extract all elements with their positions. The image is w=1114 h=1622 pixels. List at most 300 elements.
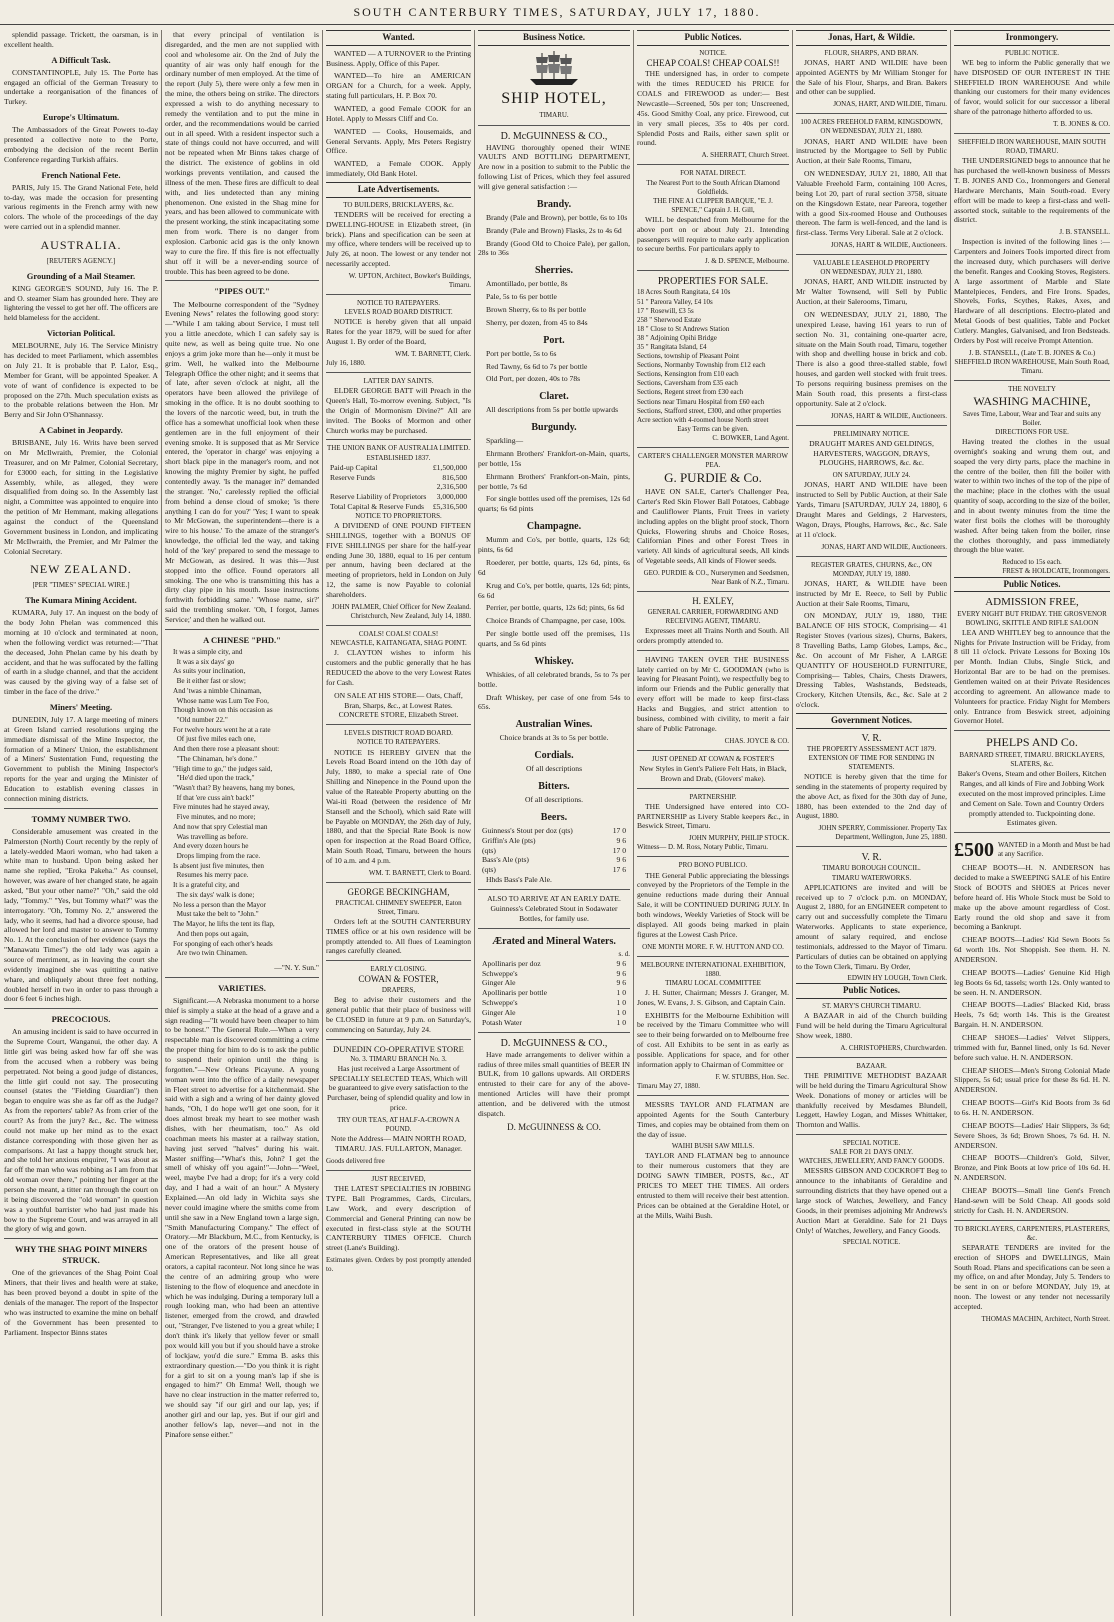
- ad-signature: T. B. JONES & CO.: [1053, 119, 1110, 128]
- ad-text: THE undersigned has, in order to compete with the times REDUCED his PRICE for COALS and FIREWOOD as under:— Best Newcastle—Screened, 50s per ton; Unscreened, 45s. Good Smithy Coal, any price. Firewood, cut in very small pieces, 35s to 40s per cord. Splendid Posts and Rails, either sawn split or round.: [637, 69, 789, 148]
- royal-cipher: V. R.: [861, 732, 882, 744]
- ad-signature: ONE MONTH MORE. F. W. HUTTON AND CO.: [642, 942, 784, 951]
- proprietor: D. McGUINNESS & CO.,: [500, 1037, 608, 1049]
- rule: [954, 1220, 1110, 1221]
- article-text: that every principal of ventilation is disregarded, and the men are not supplied with cool and wholesome air. On the 2nd of July the quantity of air was only half enough for the ordinary number of men employed. At the time of the report (July 5), there were only a few men in the mine, the others being on strike. The directors expressed a wish to do anything necessary to remedy the ventilation and to put the mine in order, and the recommendations would be carried out in all speed. With a resident inspector such a state of things could not have occurred, and will not be repeated when Mr Binns takes charge of the district. The existence of goblins in old workings prevents ventilation, and caused the illness of the men. These fires are difficult to deal with, and lies undetected than any mining phenomenon. One existed in the Shag mine for years, and has been allowed to communicate with the present working, the stink incapacitating some men from work. There is no danger from explosion. Carbonic acid gas is the only known way to cure the fire. If this fire is not effectually shut off it will be a never-ending source of trouble. This has been agreed to be done.: [165, 30, 319, 276]
- rule: [796, 1134, 947, 1135]
- rule: [954, 832, 1110, 833]
- ad-text: ELDER GEORGE BATT will Preach in the Queen's Hall, To-morrow evening. Subject, "Is the Origin of Mormonism Divine?" All are invited. The Books of Mormon and other Church works may be purchased.: [326, 386, 471, 435]
- ad-heading: THE PROPERTY ASSESSMENT ACT 1879.: [806, 744, 937, 753]
- ad-heading: PUBLIC NOTICE.: [1004, 48, 1060, 57]
- item-heading: Grounding of a Mail Steamer.: [26, 270, 136, 281]
- ad-text: THE LATEST SPECIALTIES IN JOBBING TYPE. Ball Programmes, Cards, Circulars, Law Work, and every description of Commercial and General Printing can now be executed in first-class style at the SOUTH CANTERBURY TIMES OFFICE. Church street (Lane's Building).: [326, 1184, 471, 1253]
- ad-text: Orders left at the SOUTH CANTERBURY TIMES office or at his own residence will be promptly attended to. All flues of Leamington ranges carefully cleaned.: [326, 916, 471, 956]
- beer-row: (qts) 17 6: [482, 865, 626, 875]
- price-line: Choice brands at 3s to 5s per bottle.: [499, 733, 609, 743]
- ad-text: LEA AND WHITLEY beg to announce that the Nights for Private Instruction will be Friday, from 8 till 11 o'clock. Private Lessons for Boxing 10s per Month. Indian Clubs, Single Stick, and Horizontal Bar are to be had on the premises. Gentlemen waited on at their Private Residences according to agreement. An allowance made to Volunteers for practice. Friday Night for Members only. Entrance from Beswick street, adjoining Governor Hotel.: [954, 627, 1110, 726]
- ad-subheading: ON WEDNESDAY, JULY 21, 1880.: [820, 127, 923, 136]
- ad-text: WE beg to inform the Public generally that we have DISPOSED OF OUR INTEREST IN THE SHEFFIELD IRON WAREHOUSE And while thanking our customers for their many evidences of favor, would solicit for our successor a liberal share of the patronage hitherto afforded to us.: [954, 57, 1110, 117]
- wanted-ad: WANTED, a Female COOK. Apply immediately, Old Bank Hotel.: [326, 159, 471, 179]
- price-line: Roederer, per bottle, quarts, 12s 6d, pints, 6s 6d: [478, 557, 630, 577]
- rule: [796, 113, 947, 114]
- rule: [165, 629, 319, 630]
- ad-text: EXHIBITS for the Melbourne Exhibition will be received by the Timaru Committee who will see to their being forwarded on to Melbourne free of cost. All Exhibits to be sent in as early as possible. Applications for space, and for other information apply to Chairman of Committee or: [637, 1010, 789, 1069]
- ad-subheading: PRACTICAL CHIMNEY SWEEPER, Eaton Street, Timaru.: [335, 898, 462, 916]
- item-text: PARIS, July 15. The Grand National Fete, held to-day, was made the occasion for presenting various regiments in the French army with new colors. The whole of the proceedings of the day were carried out in a splendid manner.: [4, 182, 158, 232]
- ad-signature: CHAS. JOYCE & CO.: [724, 736, 789, 745]
- bank-row: Total Capital & Reserve Funds £5,316,500: [330, 502, 467, 512]
- ad-subheading: ON SATURDAY, JULY 24.: [832, 471, 911, 480]
- price-line: Port per bottle, 5s to 6s: [486, 348, 557, 358]
- ad-text: JONAS, HART AND WILDIE have been instructed by the Mortgagee to Sell by Public Auction, at their Sale Rooms, Timaru,: [796, 136, 947, 166]
- property-line: Sections, Regent street from £30 each: [637, 388, 744, 397]
- item-text: MELBOURNE, July 16. The Service Ministry has decided to meet Parliament, which assembles on July 21. It is probable that P. Lalor, Esq., Member for Grant, will be appointed Speaker. A vote of want of confidence is expected to be proposed on the 27th. Much speculation exists as to the probable relations between the Hon. Mr Berry and Sir John O'Shannassy.: [4, 341, 158, 420]
- ad-text: THE UNDERSIGNED begs to announce that he has purchased the well-known business of Messrs T. B. JONES AND Co., Ironmongers and General Hardware Merchants, Main South-road. Every effort will be made to keep a first-class and well-assorted stock, suitable to the requirements of the district.: [954, 156, 1110, 225]
- ad-text: TAYLOR AND FLATMAN beg to announce to their numerous customers that they are DOING SAWN TIMBER, POSTS, &c., AT PRICES TO MEET THE TIMES. All orders entrusted to them will receive their best attention. Prices can be obtained at the Geraldine Hotel, or at the Mills, Waihi Bush.: [637, 1151, 789, 1220]
- rule: [796, 846, 947, 847]
- property-line: 51 " Pareora Valley, £4 10s: [637, 297, 713, 306]
- rule: [326, 625, 471, 626]
- big-price-ad: [954, 837, 1110, 863]
- ad-signature: EDWIN HY LOUGH, Town Clerk.: [847, 974, 947, 983]
- ad-subheading: The Nearest Port to the South African Diamond Goldfields.: [646, 178, 780, 196]
- beer-row: Griffin's Ale (pts) 9 6: [482, 835, 626, 845]
- ad-text: JONAS, HART, & WILDIE have been instructed by Mr E. Reece, to Sell by Public Auction at their Sale Rooms, Timaru,: [796, 578, 947, 608]
- property-line: 18 Acres South Rangitata, £4 10s: [637, 288, 731, 297]
- ad-heading: WASHING MACHINE,: [973, 394, 1091, 409]
- rule: [326, 1039, 471, 1040]
- ad-text: J. H. Sutter, Chairman; Messrs J. Granger, M. Jones, W. Evans, J. S. Gibson, and Captain Cain.: [637, 987, 789, 1007]
- price-unit: s. d.: [618, 949, 630, 958]
- ad-signature: WM. T. BARNETT, Clerk to Board.: [368, 868, 471, 877]
- ad-subheading: NOTICE TO RATEPAYERS.: [356, 738, 441, 747]
- boot-ad: CHEAP SHOES—Men's Strong Colonial Made Slippers, 5s 6d; usual price for these 8s 6d. H. N. ANDERSON.: [954, 1065, 1110, 1095]
- bank-row: Paid-up Capital £1,500,000: [330, 462, 467, 472]
- ship-icon: [526, 49, 582, 87]
- rule: [165, 280, 319, 281]
- rule: [796, 254, 947, 255]
- ad-heading: VALUABLE LEASEHOLD PROPERTY: [813, 259, 930, 268]
- ad-text: THE PRIMITIVE METHODIST BAZAAR will be held during the Timaru Agricultural Show Week. Donations of money or articles will be thankfully received by Mesdames Blundell, Leggett, Hawley Logan, and Misses Whittaker, Thornton and Wallis.: [796, 1071, 947, 1130]
- masthead: SOUTH CANTERBURY TIMES, SATURDAY, JULY 17, 1880.: [0, 0, 1114, 25]
- rule: [954, 380, 1110, 381]
- item-heading: A Cabinet in Jeopardy.: [39, 425, 123, 436]
- rule: [326, 724, 471, 725]
- ad-signature: JONAS, HART & WILDIE, Auctioneers.: [830, 411, 947, 420]
- ad-heading: NOTICE.: [699, 48, 727, 57]
- section-bar: Ironmongery.: [954, 30, 1110, 46]
- rule: [637, 788, 789, 789]
- ad-text: ON WEDNESDAY, JULY 21, 1880, The unexpired Lease, having 161 years to run of section No. 31, containing one-quarter acre, situate on the Main South road, Timaru, together with shop and dwelling house in brick and cob. There is also a good three-stalled stable, fowl houses, and garden well stocked with fruit trees. To persons requiring business premises on the Main South road, this presents a first-class opportunity. Sale at 2 o'clock.: [796, 309, 947, 408]
- ad-signature: JOHN PALMER, Chief Officer for New Zealand. Christchurch, New Zealand, July 14, 1880.: [331, 602, 471, 621]
- property-line: Sections near Timaru Hospital from £60 each: [637, 397, 765, 406]
- ad-subheading: ON WEDNESDAY, JULY 21, 1880.: [820, 268, 923, 277]
- ad-text: ON WEDNESDAY, JULY 21, 1880, All that Valuable Freehold Farm, containing 100 Acres, being Lot 20, part of rural section 3758, situate on the Kingsdown Estate, near Pareora, together with a good Six-roomed House and Outhouses thereon. The farm is well-fenced, and the land is first-class. Terms Very Liberal. Sale at 2 o'clock.: [796, 169, 947, 238]
- ad-signature: THOMAS MACHIN, Architect, North Street.: [981, 1314, 1110, 1323]
- ad-heading: EARLY CLOSING.: [370, 965, 427, 974]
- ad-heading: LATTER DAY SAINTS.: [363, 377, 434, 386]
- ad-text: THE General Public appreciating the blessings conveyed by the Proprietors of the Temple in the genuine reductions made during their Annual Sale, it will be CONTINUED DURING JULY. In both windows, Weekly Varieties of Stock will be displayed. All goods being marked in plain figures at the Lowest Cash Price.: [637, 870, 789, 939]
- ad-text: Beg to advise their customers and the general public that their place of business will be CLOSED in future at 9 p.m. on Saturday's, commencing on Saturday, July 24.: [326, 995, 471, 1034]
- price-line: Draft Whiskey, per case of one from 54s to 65s.: [478, 692, 630, 712]
- ad-signature: J. B. STANSELL.: [1059, 228, 1110, 237]
- price-line: Brandy (Good Old to Choice Pale), per gallon, 28s to 36s: [478, 238, 630, 258]
- ad-text: DRAUGHT MARES AND GELDINGS, HARVESTERS, WAGGON, DRAYS, PLOUGHS, HARROWS, &c. &c.: [809, 438, 934, 468]
- ad-heading: DIRECTIONS FOR USE.: [995, 427, 1069, 436]
- ad-heading: THE UNION BANK OF AUSTRALIA LIMITED.: [326, 444, 471, 453]
- ad-text: ON MONDAY, JULY 19, 1880, THE BALANCE OF HIS STOCK, Comprising— 41 Register Stoves (various sizes), Churns, Bakers, 8 Travelling Baths, Lamp Globes, Lamps, &c., &c. On account of Mr Fisher, A LARGE QUANTITY OF HOUSEHOLD FURNITURE, Comprising— Tables, Chairs, Chests Drawers, Dressing Tables, Washstands, Bedsteads, Crockery, Kitchen Utensils, &c., &c. Sale at 2 o'clock.: [796, 611, 947, 710]
- price-line: Brandy (Pale and Brown) Flasks, 2s to 4s 6d: [486, 225, 622, 235]
- column-divider: [474, 30, 475, 1616]
- ad-subheading: TIMARU LOCAL COMMITTEE: [665, 978, 761, 987]
- section-bar: Jonas, Hart, & Wildie.: [796, 30, 947, 46]
- ad-heading: FLOUR, SHARPS, AND BRAN.: [824, 48, 919, 57]
- proprietor: D. McGUINNESS & CO.,: [500, 130, 608, 142]
- ad-date: July 16, 1880.: [326, 358, 366, 367]
- ad-heading: NOTICE TO PROPRIETORS.: [355, 511, 442, 520]
- item-text: The Ambassadors of the Great Powers to-day presented a collective note to the Porte, embodying the decision of the recent Berlin Conference regarding Turkish affairs.: [4, 125, 158, 164]
- wanted-ad: WANTED—To hire an AMERICAN ORGAN for a Church, for a week. Apply, stating full particulars, H. P. Box 70.: [326, 71, 471, 101]
- section-subtitle: [REUTER'S AGENCY.]: [46, 256, 116, 265]
- price-line: All descriptions from 5s per bottle upwards: [486, 405, 619, 415]
- price-line: Brandy (Pale and Brown), per bottle, 6s to 10s: [486, 212, 628, 222]
- property-line: 258 " Sherwood Estate: [637, 315, 702, 324]
- ad-date: Timaru May 27, 1880.: [637, 1081, 700, 1090]
- ad-signature: JOHN MURPHY, PHILIP STOCK.: [688, 834, 789, 843]
- ad-text: MESSRS GIBSON AND COCKROFT Beg to announce to the inhabitants of Geraldine and surrounding districts that they have opened out a large stock of Watches, Jewellery, and Fancy Goods, in their premises adjoining Mr Andrews's Auction Mart at Geraldine. Sale for 21 Days Only! of Watches, Jewellery, and Fancy Goods.: [796, 1166, 947, 1235]
- ad-text: APPLICATIONS are invited and will be received up to 7 o'clock p.m. on MONDAY, August 2, 1880, for an ENGINEER competent to carry out and successfully complete the Timaru Waterworks. Applicants to state experience, amount of salary required, and enclose testimonials, addressed to the Mayor of Timaru. Particulars of duties can be obtained on applying to the Town Clerk, Timaru. By Order,: [796, 882, 947, 971]
- boot-ad: CHEAP BOOTS—Ladies' Blacked Kid, brass Heels, 7s 6d; worth 14s. This is the Greatest Bargain. H. N. ANDERSON.: [954, 1000, 1110, 1030]
- water-row: Apollinaris per doz 9 6: [482, 958, 626, 968]
- article-heading: WHY THE SHAG POINT MINERS STRUCK.: [14, 1244, 148, 1266]
- price-line: Krug and Co's, per bottle, quarts, 12s 6d; pints, 6s 6d: [478, 580, 630, 600]
- ad-signature: JONAS, HART, AND WILDIE, Timaru.: [833, 100, 947, 109]
- price-line: Ehrmann Brothers' Frankfort-on-Main, quarts, per bottle, 15s: [478, 449, 630, 468]
- ad-text: MESSRS TAYLOR AND FLATMAN are appointed Agents for the South Canterbury Times, and copies may be obtained from them on the day of issue.: [637, 1099, 789, 1139]
- column-divider: [792, 30, 793, 1616]
- ad-heading: COALS! COALS! COALS!: [358, 630, 439, 639]
- rule: [326, 294, 471, 295]
- article-heading: VARIETIES.: [218, 982, 266, 993]
- price-category: Sherries.: [534, 265, 574, 277]
- ad-text: HAVE ON SALE, Carter's Challenger Pea, Carter's Red Skin Flower Ball Potatoes, Cabbage and Cauliflower Plants, Fruit Trees in variety including apples on the blight proof stock, Thorn Quicks, Flowering shrubs and Choice Roses, Californian Pines and other Forest Trees in variety. All kinds of agricultural seeds, All kinds of Vegetable seeds, All kinds of Flower seeds.: [637, 487, 789, 566]
- section-bar: Public Notices.: [637, 30, 789, 46]
- section-bar: Wanted.: [326, 30, 471, 46]
- price-category: Beers.: [540, 811, 568, 823]
- ad-subheading: SALE FOR 21 DAYS ONLY.: [829, 1148, 914, 1157]
- price-line: Mumm and Co's, per bottle, quarts, 12s 6d; pints, 6s 6d: [478, 535, 630, 555]
- section-bar: Business Notice.: [478, 30, 630, 46]
- price-category: Bitters.: [538, 780, 570, 792]
- rule: [478, 889, 630, 890]
- ad-signature: D. McGUINNESS & CO.: [507, 1121, 601, 1132]
- ad-text: TENDERS will be received for erecting a DWELLING-HOUSE in Elizabeth street, (in brick). Plans and specification can be seen at my office, where tenders will be received up to July 26, at noon. The lowest or any tender not necessarily accepted.: [326, 209, 471, 269]
- column-4: [478, 30, 630, 1616]
- article-text: Significant.—A Nebraska monument to a horse thief is simply a stake at the head of a grave and a sign reading—"It would have been cheaper to him to be honest." The General Rule.—When a very respectable man is discovered committing a crime the proper thing for him to do is to ask the public to suspend their opinion until the thing is forgotten."—New Orleans Picayune. A young woman went into the office of a daily newspaper in Fleet street to advertise for a kitchenmaid. She said with a sigh and a wring of her dainty gloved hands, "Oh, I do hope we'll get one soon, for it does almost break my heart to see mother wash dishes, with her rheumatism, too." As old coachman meets his master at a railway station, having just served "halves" during his wait. Master sniffing—"What's this, John? I get the smell of whisky off you again!"—John—"Weel, weel, maybe I've had a drop; for it's a very cold day, and I had a wait of an hour." A Mystery Explained.—An old lady in Wichita says she never could imagine where the smiths come from until she saw in a New England town a large sign, "Smith Manufacturing Company." The effect of Oratory.—Mr Blackburn, M.C., from Kentucky, is one of the orators of the present house of American Representatives, and like all great orators, a capital raconteur. Not long since he was the centre of an admiring group who were listening to the flow of eloquence and anecdote in which he was indulging. During a temporary lull a rough looking man, who had been an attentive listener, emerged from the crowd, and drawled out, "Stranger, I've listened to you a great while; I don't think it's likely that yellow fever or small pox would kill you but if you should have a stroke of lockjaw, you'd die sure." Emma B. asks this extraordinary question.—"Do you think it is right for a girl to sit on a young man's lap if she is engaged to him?" Oh Emma! Well, though we have no clear instruction in the matter referred to, we should say "if our girl and our lap, yes; if another girl and our lap, yes. But if our girl and another fellow's lap, never—and not in the Pinafore sense either.": [165, 995, 319, 1439]
- rule: [326, 1170, 471, 1171]
- ad-text: A DIVIDEND of ONE POUND FIFTEEN SHILLINGS, together with a BONUS OF FIVE SHILLINGS per share for the half-year ending June 30, 1880, equal to 16 per centum per annum, having been declared at the meeting of proprietors, held in London on July 12, the same is now Payable to colonial shareholders.: [326, 521, 471, 600]
- price-category: Whiskey.: [534, 655, 574, 667]
- ad-heading: COWAN & FOSTER,: [358, 974, 439, 985]
- boot-ad: CHEAP BOOTS—Small line Gent's French Hand-sewn will be Sold Cheap. All goods sold strictly for Cash. H. N. ANDERSON.: [954, 1186, 1110, 1215]
- column-1: [4, 30, 158, 1616]
- boot-ad: CHEAP BOOTS—Children's Gold, Silver, Bronze, and Pink Boots at low price of 10s 6d. H. N. ANDERSON.: [954, 1153, 1110, 1183]
- ad-text: JONAS, HART AND WILDIE have been appointed AGENTS by Mr William Stonger for the Sale of his Flour, Sharps, and Bran. Bakers and other can be supplied.: [796, 57, 947, 97]
- price-category: Claret.: [539, 391, 569, 403]
- item-heading: The Kumara Mining Accident.: [25, 595, 137, 606]
- rule: [478, 125, 630, 126]
- ad-heading: H. EXLEY,: [692, 596, 734, 607]
- item-text: BRISBANE, July 16. Writs have been served on Mr McIlwraith, Premier, the Colonial Treasurer, and on Mr Palmer, Colonial Secretary, for £3000 each, for sitting in the Legislative Assembly, while, as alleged, they were disqualified from doing so. In the Assembly last night, a Committee was appointed to enquire into the petition of Mr Hemmant, making allegations against the conduct of the Queensland Government business in London, and implicating Mr McIlwraith, the Premier, and Mr Palmer the Colonial Secretary.: [4, 438, 158, 556]
- property-line: 35 " Rangitata Island, £4: [637, 343, 707, 351]
- ad-subheading: EVERY NIGHT BUT FRIDAY. THE GROSVENOR BOWLING, SKITTLE AND RIFLE SALOON: [957, 609, 1107, 627]
- rule: [326, 439, 471, 440]
- ad-heading: THE NOVELTY: [1008, 385, 1056, 394]
- boot-ad: CHEAP BOOTS—Girl's Kid Boots from 3s 6d to 6s. H. N. ANDERSON.: [954, 1098, 1110, 1117]
- ad-subheading: DRAPERS,: [381, 986, 416, 994]
- ad-heading: BAZAAR.: [856, 1061, 887, 1070]
- price-line: Perrier, per bottle, quarts, 12s 6d; pints, 6s 6d: [486, 603, 625, 613]
- water-row: Apollinaris per bottle 1 0: [482, 988, 626, 998]
- ad-text: NOTICE is hereby given that the time for sending in the statements of property required by the above Act, as fixed for the 30th day of June, 1880, has been extended to the 2nd day of August, 1880.: [796, 771, 947, 821]
- rule: [796, 425, 947, 426]
- ad-heading: PHELPS AND Co.: [986, 735, 1078, 750]
- beer-row: Bass's Ale (pts) 9 6: [482, 855, 626, 865]
- ad-heading: NOTICE TO RATEPAYERS.: [356, 299, 441, 308]
- column-divider: [950, 30, 951, 1616]
- water-row: Ginger Ale 9 6: [482, 978, 626, 988]
- property-line: Sections, Normanby Township from £12 each: [637, 361, 766, 370]
- ad-text: Inspection is invited of the following lines :— Carpenters and Joiners Tools imported direct from the increased duty, which purchasers will derive the benefit. Ranges and Cooking Stoves, Registers. A large assortment of Marble and Slate Mantelpieces, Fenders, and Fire Irons. Spades, Shovels, Forks, Scythes, Rakes, Axes, and Hardware of all descriptions. Electro-plated and Metal Goods of best qualities, Table and Pocket Cutlery. Mangles, Galvanised, and Iron Bedsteads. Orders by Post will receive Prompt Attention.: [954, 237, 1110, 345]
- ad-subheading: TIMARU WATERWORKS.: [831, 873, 912, 882]
- ad-heading: GEORGE BECKINGHAM,: [347, 886, 450, 897]
- rule: [478, 1032, 630, 1033]
- price-line: Sherry, per dozen, from 45 to 84s: [486, 317, 588, 327]
- ad-heading: G. PURDIE & Co.: [664, 470, 762, 486]
- ad-signature: FREST & HOLDCATE, Ironmongers.: [1002, 567, 1110, 576]
- price-line: Hhds Bass's Pale Ale.: [486, 875, 552, 885]
- ad-footnote: Goods delivered free: [326, 1156, 385, 1165]
- ad-subheading: BARNARD STREET, TIMARU. BRICKLAYERS, SLATERS, &c.: [959, 750, 1105, 768]
- price-category: Ærated and Mineral Waters.: [492, 935, 616, 947]
- ad-heading: MELBOURNE INTERNATIONAL EXHIBITION, 1880.: [640, 960, 786, 978]
- ad-heading: PARTNERSHIP.: [689, 792, 737, 801]
- item-text: CONSTANTINOPLE, July 15. The Porte has engaged an official of the German Treasury to undertake a reorganisation of the finances of Turkey.: [4, 67, 158, 107]
- price-line: Amontillado, per bottle, 8s: [486, 279, 568, 289]
- ad-text: A BAZAAR in aid of the Church building Fund will be held during the Timaru Agricultural Show week, 1880.: [796, 1011, 947, 1040]
- article-text: Considerable amusement was created in the Palmerston (North) Court recently by the reply of a lately-wedded Maori woman, who had taken a white man to husband. Upon being asked her name she replied, "Eroka Pakeha." As counsel, however, was aware of her changed state, he again asked, "But your other name?" "Oh," said the old lady, "Tommy." "Yes, but Tommy what?" was the interrogatory. "Oh, Tommy No. 2," answered the lady, who it seems, had had a divorce spouse, had allowed her lord and master to answer to Tommy No. 1. At the conclusion of her evidence (says the "Manawatu Times") the old lady was again a source of merriment, as in leaving the court she evidently imagined she was quitting a native whare, and obliquely about three feet nothing, doubled herself in two in order to pass through a door 6 feet 6 inches high.: [4, 826, 158, 1004]
- ad-text: Note the Address— MAIN NORTH ROAD, TIMARU. JAS. FULLARTON, Manager.: [331, 1134, 466, 1154]
- ad-heading: TO BUILDERS, BRICKLAYERS, &c.: [343, 200, 454, 209]
- property-line: Acre section with 4-roomed house North street: [637, 415, 769, 424]
- section-title: NEW ZEALAND.: [30, 562, 132, 577]
- ad-signature: J. & D. SPENCE, Melbourne.: [705, 257, 789, 266]
- price-line: Ehrmann Brothers' Frankfort-on-Main, pints, per bottle, 7s 6d: [478, 471, 630, 491]
- ad-footnote: SPECIAL NOTICE.: [842, 1238, 901, 1247]
- ad-witness: Witness— D. M. Ross, Notary Public, Timaru.: [637, 843, 768, 852]
- article-text: One of the grievances of the Shag Point Coal Miners, that their lives and health were at stake, has been proved beyond a doubt in spite of the denials of the manager. The report of the Inspector who was instructed to examine the mine on behalf of the Government has been presented to Parliament. Inspector Binns states: [4, 1268, 158, 1337]
- price-line: Brown Sherry, 6s to 8s per bottle: [486, 305, 587, 315]
- rule: [954, 730, 1110, 731]
- ad-text: Baker's Ovens, Steam and other Boilers, Kitchen Ranges, and all kinds of Fire and Jobbing Work executed on the most improved principles. Lime and Cement on Sale. Town and Country Orders promptly attended to. Tuckpointing done. Estimates given.: [957, 769, 1107, 828]
- rule: [637, 650, 789, 651]
- price-line: Pale, 5s to 6s per bottle: [486, 292, 557, 302]
- ad-text: Have made arrangements to deliver within a radius of three miles small quantities of BEER IN BULK, from 10 gallons upwards. All ORDERS entrusted to their care for any of the above-mentioned Articles will have their prompt attention, and be delivered with the utmost dispatch.: [478, 1049, 630, 1118]
- wanted-ad: WANTED — Cooks, Housemaids, and General Servants. Apply, Mrs Peters Registry Office.: [326, 126, 471, 156]
- ad-text: JONAS, HART, AND WILDIE instructed by Mr Walter Townsend, will Sell by Public Auction, at their Salerooms, Timaru,: [796, 277, 947, 307]
- wanted-ad: WANTED, a good Female COOK for an Hotel. Apply to Messrs Cliff and Co.: [326, 103, 471, 123]
- ad-subheading: TRY OUR TEAS, AT HALF-A-CROWN A POUND.: [337, 1115, 460, 1134]
- boot-ad: CHEAP BOOTS—Ladies' Hair Slippers, 3s 6d; Severe Shoes, 3s 6d; Brown Shoes, 7s 6d. H. N. ANDERSON.: [954, 1120, 1110, 1150]
- property-line: 17 " Rosewill, £3 5s: [637, 306, 694, 315]
- ad-heading: CARTER'S CHALLENGER MONSTER MARROW PEA.: [638, 452, 788, 470]
- ad-heading: 100 ACRES FREEHOLD FARM, KINGSDOWN,: [800, 118, 943, 127]
- boot-ad: CHEAP BOOTS—H. N. ANDERSON has decided to make a SWEEPING SALE of his Entire Stock of BOOTS and SHOES at Prices never before heard of. His Whole Stock must be Sold to make up the above amount regardless of Cost. Early round the old shop and save it from becoming a Bankrupt.: [954, 863, 1110, 932]
- rule: [637, 447, 789, 448]
- water-row: Ginger Ale 1 0: [482, 1007, 626, 1017]
- ad-text: NOTICE IS HEREBY GIVEN that the Levels Road Board intend on the 10th day of July, 1880, to make a special rate of One Shilling and Ninepence in the Pound upon the value of the Rateable Property abutting on the Wai-iti Road (between the residence of Mr Stansell and the School), which said Rate will be Payable on MONDAY, the 26th day of July, 1880, and that the Special Rate Book is now open for inspection at the Road Board Office, Main South Road, Timaru, between the hours of 10 a.m. and 4 p.m.: [326, 747, 471, 865]
- ad-heading: LEVELS ROAD BOARD DISTRICT.: [344, 308, 453, 317]
- ad-heading: ADMISSION FREE,: [985, 596, 1079, 609]
- ad-heading: WAIHI BUSH SAW MILLS.: [671, 1142, 755, 1151]
- rule: [637, 270, 789, 271]
- boot-ad: CHEAP SHOES—Ladies' Velvet Slippers, trimmed with fur, Bannel lined, only 1s 6d. Never before such value. H. N. ANDERSON.: [954, 1032, 1110, 1062]
- property-line: Sections, Kensington from £10 each: [637, 370, 739, 379]
- ad-heading: FOR NATAL DIRECT.: [680, 169, 746, 178]
- ad-note: Reduced to 15s each.: [1002, 558, 1062, 567]
- ad-signature: W. UPTON, Architect, Bowker's Buildings, Timaru.: [348, 271, 471, 290]
- column-divider: [161, 30, 162, 1616]
- column-divider: [322, 30, 323, 1616]
- property-line: Sections, Caversham from £35 each: [637, 379, 738, 388]
- price-category: Port.: [543, 334, 565, 346]
- price-category: Champagne.: [526, 521, 582, 533]
- ad-subheading: NEWCASTLE, KAITANGATA, SHAG POINT.: [330, 639, 467, 648]
- price-line: Choice Brands of Champagne, per case, 100s.: [486, 616, 626, 626]
- rule: [637, 591, 789, 592]
- article-heading: TOMMY NUMBER TWO.: [31, 813, 131, 824]
- wanted-ad: WANTED — A TURNOVER to the Printing Business. Apply, Office of this Paper.: [326, 48, 471, 68]
- price-line: For single bottles used off the premises, 12s 6d quarts; 6s 6d pints: [478, 494, 630, 514]
- ad-text: ON SALE AT HIS STORE— Oats, Chaff, Bran, Sharps, &c., at Lowest Rates. CONCRETE STORE, Elizabeth Street.: [334, 690, 463, 720]
- ad-text: JONAS, HART AND WILDIE have been instructed to Sell by Public Auction, at their Sale Yards, Timaru [SATURDAY, JULY 24, 1880], 6 Draught Mares and Geldings, 2 Harvesters, Wagon, Drays, Ploughs, Harrows, &c., &c. Sale at 11 o'clock.: [796, 480, 947, 539]
- column-5: [637, 30, 789, 1616]
- hotel-location: TIMARU.: [539, 111, 569, 120]
- property-line: 18 " Close to St Andrews Station: [637, 324, 730, 333]
- price-category: Australian Wines.: [515, 719, 593, 731]
- rule: [4, 808, 158, 809]
- item-heading: Miners' Meeting.: [49, 701, 113, 712]
- ad-text: THE Undersigned have entered into CO-PARTNERSHIP as Livery Stable keepers &c., in Beswick Street, Timaru.: [637, 801, 789, 831]
- ad-footnote: Estimates given. Orders by post promptly attended to.: [326, 1256, 471, 1274]
- rule: [796, 556, 947, 557]
- ad-text: WANTED in a Month and Must be had at any Sacrifice.: [998, 841, 1110, 859]
- article-heading: PRECOCIOUS.: [51, 1014, 111, 1025]
- poem-source: —"N. Y. Sun.": [274, 962, 319, 972]
- section-bar: Public Notices.: [954, 577, 1110, 593]
- ad-signature: C. BOWKER, Land Agent.: [712, 433, 789, 442]
- ad-signature: J. B. STANSELL, (Late T. B. JONES & Co.) SHEFFIELD IRON WAREHOUSE, Main South Road, Timaru.: [954, 348, 1110, 375]
- property-line: Sections, Stafford street, £300, and other properties: [637, 406, 781, 415]
- property-line: Sections, township of Pleasant Point: [637, 352, 740, 361]
- rule: [796, 1057, 947, 1058]
- royal-cipher: V. R.: [861, 852, 882, 864]
- rule: [637, 1095, 789, 1096]
- ad-text: J. CLAYTON wishes to inform his customers and the public generally that he has REDUCED the above to the very Lowest Rates for Cash.: [326, 648, 471, 687]
- boot-ad: CHEAP BOOTS—Ladies' Genuine Kid High leg Boots 6s 6d, tassels; worth 12s. Only wanted to be seen. H. N. ANDERSON.: [954, 967, 1110, 997]
- item-text: KING GEORGE'S SOUND, July 16. The P. and O. steamer Siam has grounded here. They are lightering the vessel to get her off. The officers are held blameless for the accident.: [4, 283, 158, 323]
- water-row: Schweppe's 9 6: [482, 968, 626, 978]
- ad-text: HAVING TAKEN OVER THE BUSINESS lately carried on by Mr C. GOODMAN (who is leaving for Pleasant Point), we respectfully beg to inform our Friends and the Public generally that every effort will be made to keep first-class Hacks and Buggies, and strict attention to business, combined with civility, to merit a fair share of Public Patronage.: [637, 654, 789, 733]
- ad-note: Easy Terms can be given.: [677, 424, 749, 433]
- rule: [637, 956, 789, 957]
- ad-text: HAVING thoroughly opened their WINE VAULTS AND BOTTLING DEPARTMENT, Are now in a position to submit to the Public the following List of Prices, which they feel assured will give general satisfaction :—: [478, 142, 630, 192]
- rule: [326, 372, 471, 373]
- price-line: Sparkling—: [486, 436, 524, 446]
- water-row: Potash Water 1 0: [482, 1017, 626, 1027]
- ad-text: ALSO TO ARRIVE AT AN EARLY DATE. Guinness's Celebrated Stout in Sodawater Bottles, for family use.: [487, 893, 621, 923]
- rule: [326, 882, 471, 883]
- ad-signature: JONAS, HART AND WILDIE, Auctioneers.: [821, 542, 947, 551]
- ad-signature: F. W. STUBBS, Hon. Sec.: [715, 1072, 789, 1081]
- price-line: Old Port, per dozen, 40s to 78s: [486, 374, 581, 384]
- price-category: Burgundy.: [531, 422, 577, 434]
- property-line: 38 " Adjoining Opihi Bridge: [637, 333, 717, 342]
- section-bar: Government Notices.: [796, 713, 947, 729]
- bank-row: 2,316,500: [436, 482, 467, 492]
- article-text: The Melbourne correspondent of the "Sydney Evening News" relates the following good story:—"While I am taking about Service, I must tell you a little anecdote, which I can safely say is quite new, as well as being quite true. No one enjoys a grim joke more than he—only it must be grim. Well, he walked into the Melbourne Telegraph Office the other night; and it seems that of late, after seven o'clock at night, all the operators have been allowed the privilege of smoking in the office. It is no doubt soothing to the lovers of the narcotic weed, but, in truth the office has a somewhat unofficial look when these gentlemen are in the full enjoyment of their evening smoke. It is supposed that as Mr Service entered, the 'operator in charge' was enjoying a short black pipe in the manager's room, and not knowing the mighty Premier by sight, he puffed contentedly away. 'Is the manager in?' demanded the stranger. 'No,' carelessly replied the official from behind a dense cloud of smoke; 'is there anything I can do for you?' 'Yes; I want to speak to Mr McGowan, the superintendent—there is a wire to his house.' To the amaze of the stranger's knowledge, the official led the way, and taking hold of the 'key' prepared to send the message to Mr McGowan, as desired. It was this—'Just stopped into the office. Found operators all smoking. The one who is transmitting this has a dirty clay pipe in his mouth. Issue instructions forthwith forbidding same.' 'Whose name, sir?' said the trembling smoker. 'Oh, I forgot, James Service;' and then he walked out.: [165, 299, 319, 625]
- beer-row: (qts) 17 0: [482, 845, 626, 855]
- section-subtitle: [PER "TIMES" SPECIAL WIRE.]: [32, 581, 130, 590]
- ad-text: Having treated the clothes in the usual overnight's soaking and wrung them out, and soaped the very dirty parts, place the machine in the centre of the boiler, then fill the boiler with water to within two inches of the top of the pipe of the machine; place in the clothes with the usual quantity of soap, according to the size of the boiler, and in about twenty minutes from the time the water first boils the clothes will be thoroughly washed. After being taken from the boiler, rinse the clothes thoroughly, and pass immediately through the blue water.: [954, 437, 1110, 555]
- ad-signature: A. CHRISTOPHERS, Churchwarden.: [840, 1043, 947, 1052]
- ad-heading: CHEAP COALS! CHEAP COALS!!: [646, 57, 780, 68]
- rule: [4, 1238, 158, 1239]
- column-2: [165, 30, 319, 1616]
- bank-row: Reserve Liability of Proprietors 3,000,000: [330, 492, 467, 502]
- item-text: KUMARA, July 17. An inquest on the body of the body John Phelan was commenced this morning at 10 o'clock and terminated at noon, when the following verdict was returned:—"That the deceased, John Phelan came by his death by accident, and that he was suffocated by the falling of earth in a sludge channel, and that the accident was caused by the giving way of a false set of timber in the face of the drive.": [4, 608, 158, 697]
- ad-heading: JUST OPENED AT COWAN & FOSTER'S: [651, 754, 775, 763]
- ad-signature: GEO. PURDIE & CO., Nurserymen and Seedsmen, Near Bank of N.Z., Timaru.: [643, 568, 789, 587]
- article-heading: "PIPES OUT.": [214, 286, 270, 297]
- bank-row: Reserve Funds 816,500: [330, 472, 467, 482]
- ad-signature: JONAS, HART & WILDIE, Auctioneers.: [830, 241, 947, 250]
- rule: [637, 750, 789, 751]
- intro-text: splendid passage. Trickett, the oarsman, is in excellent health.: [4, 30, 158, 49]
- ad-text: WILL be despatched from Melbourne for the above port on or about July 21. Intending passengers will require to make early application to secure berths. For particulars apply to: [637, 214, 789, 254]
- price-line: Per single bottle used off the premises, 11s quarts, and 5s 6d pints: [478, 629, 630, 648]
- rule: [637, 856, 789, 857]
- article-text: An amusing incident is said to have occurred in the Supreme Court, Wanganui, the other day. A little girl was being asked how far off she was from the accused when a robbery was being perpetrated. Not being a good judge of distances, the little girl could not say. The prosecuting counsel (states the "Fielding Guardian") then began to enquire was she as far off as the Judge? As from the reporters' table? As from crier of the court? As from the jury? &c., &c. The witness could not make up her mind as to the exact distance corresponding with those given her as comparisons. At last a happy thought struck her, and she told her anxious enquirer, "I was about as far off the man who was robbing as I am from that old woman over there," pointing her finger at the person she meant, a titter ran through the court on it being discovered the "old woman" in question was a youthful barrister who had just made his bow to the Supreme Court, and was arrayed in all the glory of wig and gown.: [4, 1027, 158, 1234]
- section-title: AUSTRALIA.: [40, 238, 122, 253]
- ad-subheading: WATCHES, JEWELLERY, AND FANCY GOODS.: [798, 1157, 945, 1166]
- item-heading: French National Fete.: [41, 169, 121, 180]
- rule: [4, 1008, 158, 1009]
- article-heading: A CHINESE "PHD.": [203, 634, 281, 645]
- ad-subheading: ESTABLISHED 1837.: [366, 453, 431, 462]
- ad-signature: JOHN SPERRY, Commissioner. Property Tax Department, Wellington, June 25, 1880.: [818, 824, 947, 842]
- water-row: Schweppe's 1 0: [482, 998, 626, 1008]
- ad-heading: LEVELS DISTRICT ROAD BOARD.: [344, 729, 453, 738]
- price-line: Whiskies, of all celebrated brands, 5s to 7s per bottle.: [478, 669, 630, 689]
- ad-heading: TO BRICKLAYERS, CARPENTERS, PLASTERERS, &c.: [954, 1224, 1110, 1242]
- column-divider: [633, 30, 634, 1616]
- rule: [326, 960, 471, 961]
- rule: [954, 133, 1110, 134]
- boot-ad: CHEAP BOOTS—Ladies' Kid Sewn Boots 5s 6d worth 10s. Not Shoppish. See them. H. N. ANDERSON.: [954, 935, 1110, 964]
- ad-text: New Styles in Gent's Paliere Felt Hats, in Black, Brown and Drab, (Glovers' make).: [639, 763, 787, 783]
- ad-heading: PROPERTIES FOR SALE.: [657, 276, 769, 288]
